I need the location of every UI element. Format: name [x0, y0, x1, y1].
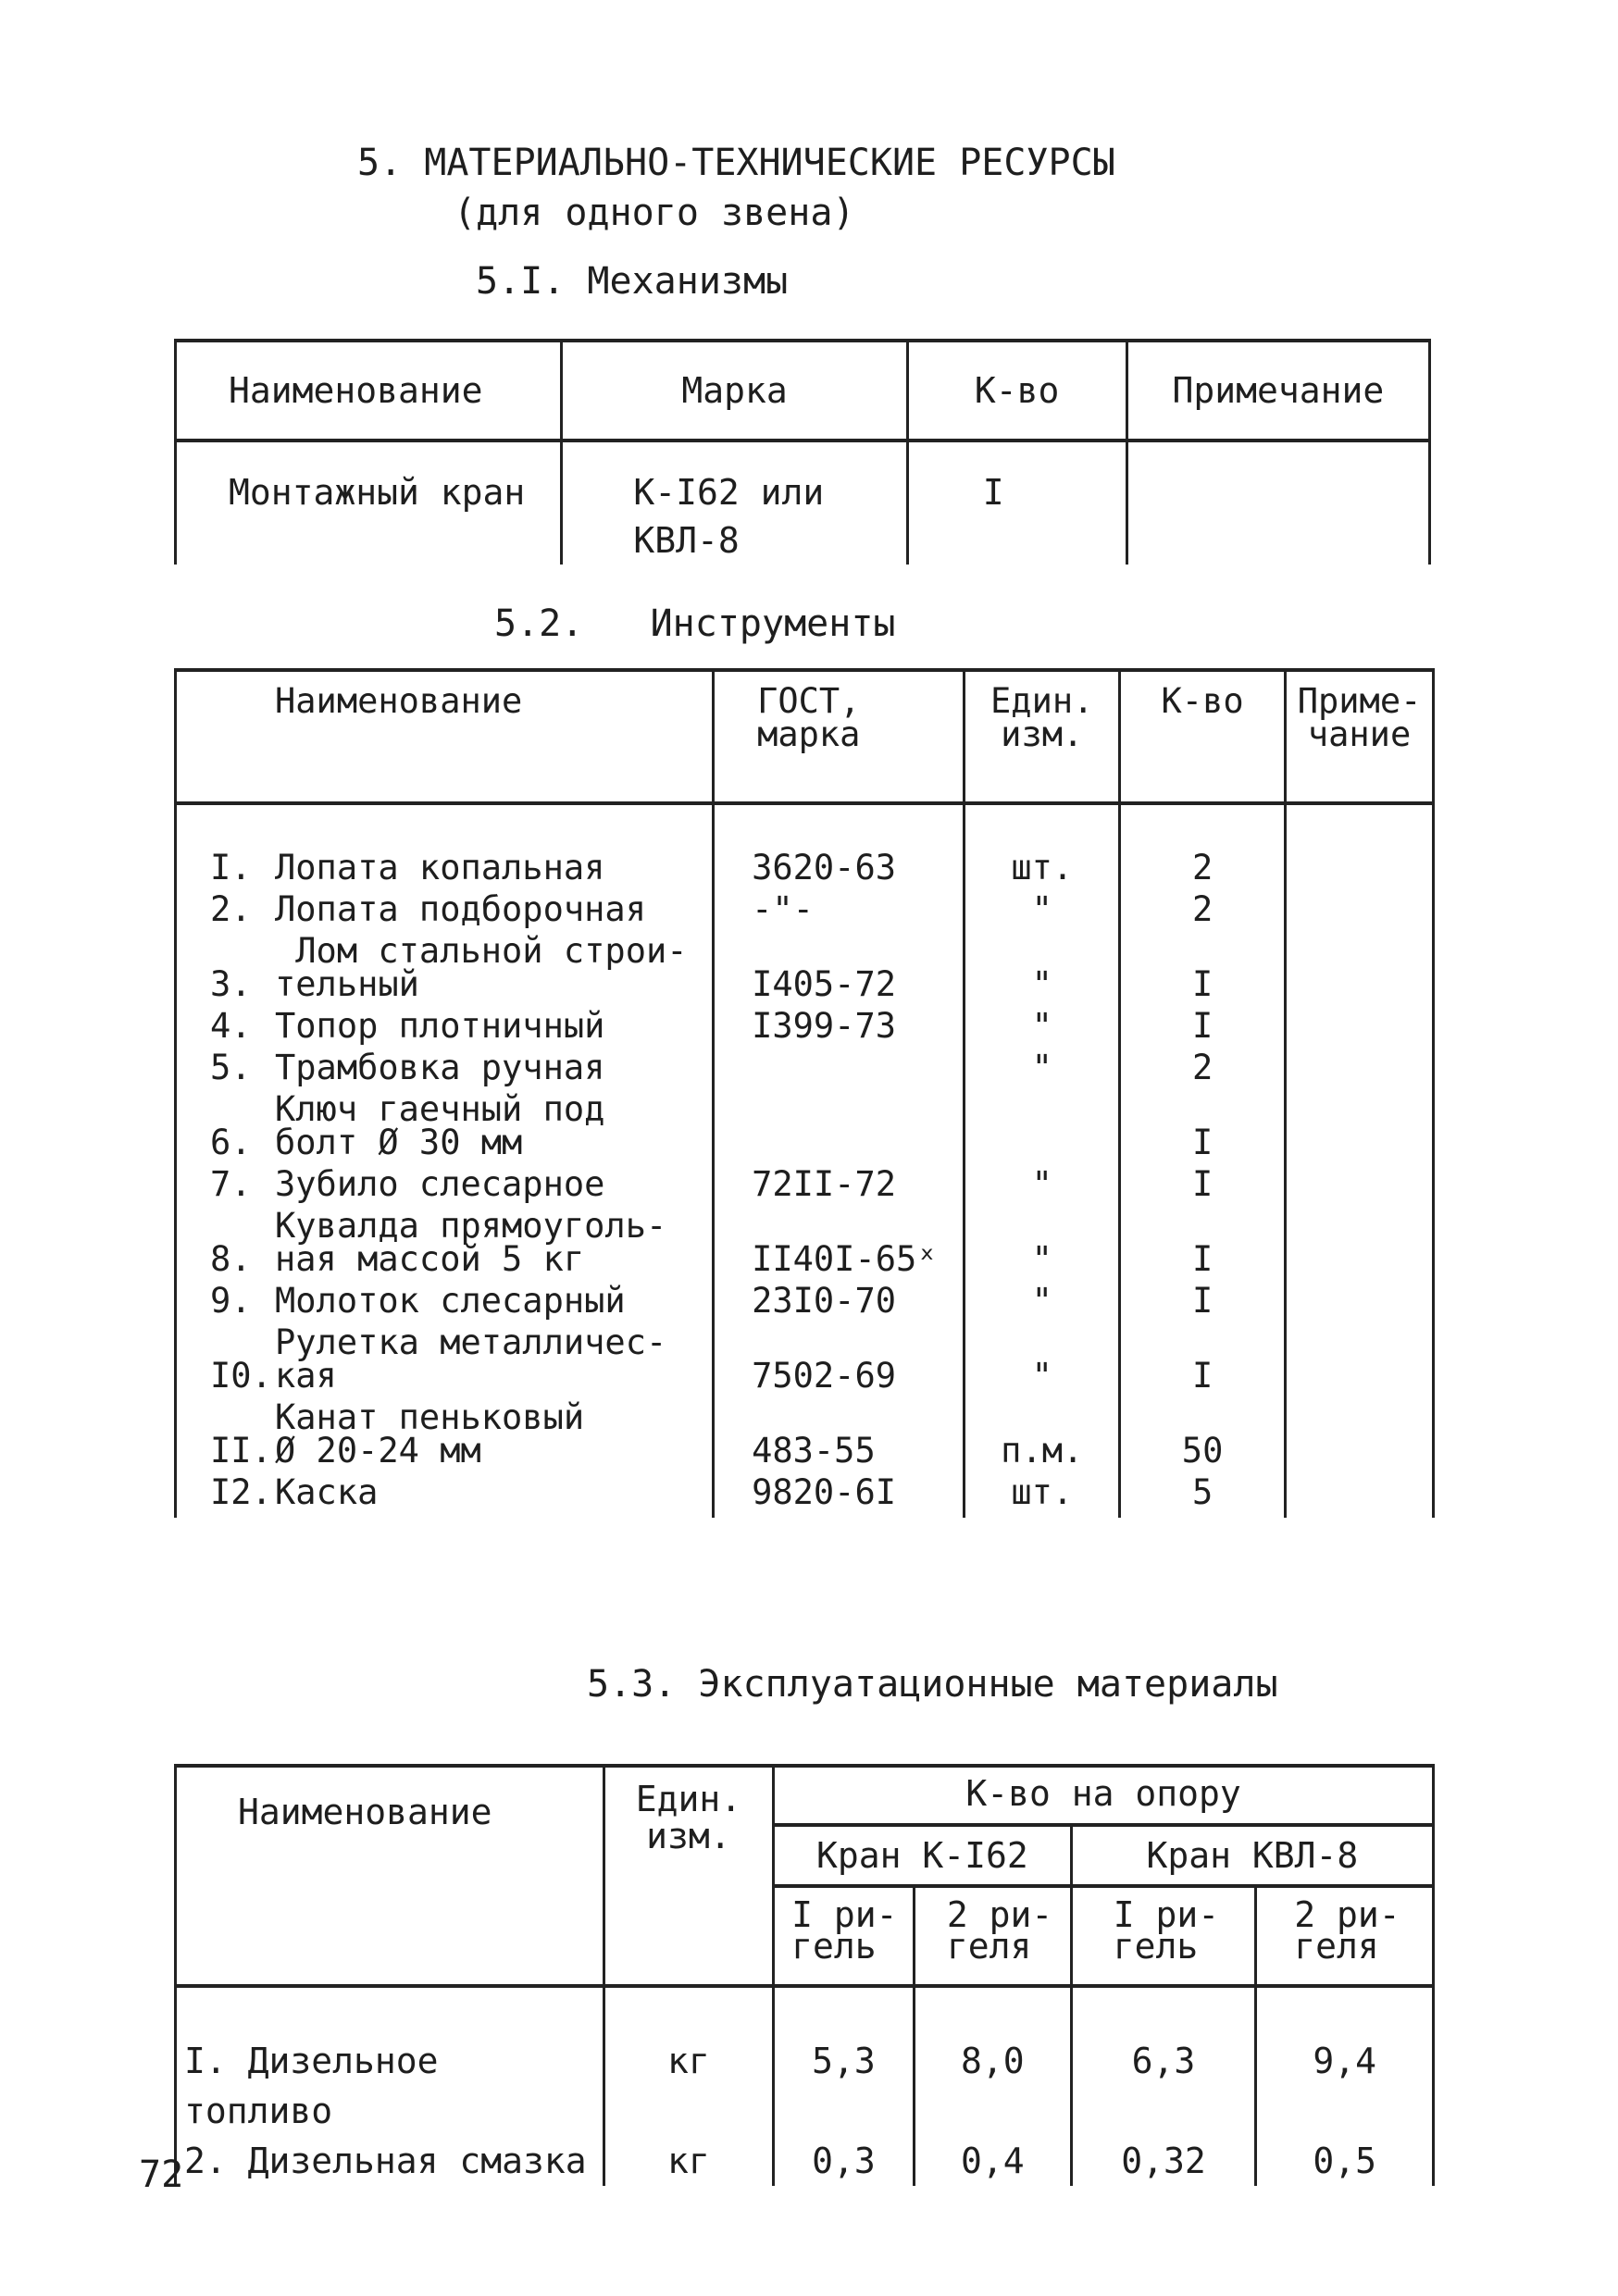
cell-unit: п.м.	[965, 1401, 1120, 1476]
cell-qty: I	[1120, 935, 1286, 1010]
cell-gost: 3620-63	[714, 803, 965, 893]
header-note: Примечание	[1126, 341, 1429, 441]
cell-name	[176, 1206, 714, 1285]
header-name: Наименование	[176, 341, 562, 441]
cell-name	[176, 1397, 714, 1476]
table-row	[176, 1168, 1434, 1210]
cell-unit: шт.	[965, 803, 1120, 893]
tool-name: Молоток слесарный	[275, 1281, 626, 1321]
row-number: 2.	[210, 889, 252, 929]
header-unit: Един. изм.	[604, 1766, 773, 1986]
header-name: Наименование	[176, 670, 714, 803]
cell-qty: 2	[1120, 803, 1286, 893]
cell-note	[1286, 1326, 1434, 1401]
cell-gost: 7502-69	[714, 1326, 965, 1401]
cell-gost	[714, 1093, 965, 1168]
row-number: II.	[210, 1431, 272, 1471]
cell-unit: "	[965, 1210, 1120, 1285]
cell-note	[1286, 1051, 1434, 1093]
cell-gost: I405-72	[714, 935, 965, 1010]
cell-qty: 5	[1120, 1476, 1286, 1518]
cell-qty: I	[1120, 1285, 1286, 1326]
row-number: I0.	[210, 1356, 272, 1396]
header-sub-3: I ри- гель	[1071, 1886, 1256, 1986]
table-row	[176, 1476, 1434, 1518]
cell-qty: I	[1120, 1093, 1286, 1168]
table-row	[176, 1326, 1434, 1401]
tool-name: Лопата копальная	[275, 848, 605, 887]
table-row	[176, 1285, 1434, 1326]
cell-mark: К-I62 или КВЛ-8	[562, 441, 907, 565]
cell-gost: I399-73	[714, 1010, 965, 1051]
tool-name: Топор плотничный	[275, 1006, 605, 1046]
header-note: Приме- чание	[1286, 670, 1434, 803]
table-row	[176, 935, 1434, 1010]
tool-name: Лом стальной строи- тельный	[275, 931, 688, 1004]
cell-unit: "	[965, 935, 1120, 1010]
cell-value: 9,4	[1256, 1986, 1434, 2136]
row-number: 7.	[210, 1164, 252, 1204]
row-number: 4.	[210, 1006, 252, 1046]
cell-note	[1286, 1210, 1434, 1285]
cell-note	[1286, 1168, 1434, 1210]
table-row	[176, 1210, 1434, 1285]
cell-value: 0,4	[914, 2136, 1071, 2186]
mechanisms-title: 5.I. Механизмы	[476, 260, 789, 303]
cell-unit	[965, 1093, 1120, 1168]
tool-name: Рулетка металличес- кая	[275, 1322, 667, 1396]
table-row	[176, 1010, 1434, 1051]
tool-name: Кувалда прямоуголь- ная массой 5 кг	[275, 1206, 667, 1279]
cell-qty: I	[1120, 1010, 1286, 1051]
tool-name: Канат пеньковый Ø 20-24 мм	[275, 1397, 585, 1471]
cell-value: 8,0	[914, 1986, 1071, 2136]
table-row	[176, 1093, 1434, 1168]
cell-name	[176, 1164, 714, 1210]
cell-unit: "	[965, 1051, 1120, 1093]
cell-gost: -"-	[714, 893, 965, 935]
header-mark: Марка	[562, 341, 907, 441]
cell-name: I. Дизельное топливо	[176, 1986, 604, 2136]
cell-unit: "	[965, 1010, 1120, 1051]
cell-gost: 483-55	[714, 1401, 965, 1476]
cell-qty: 50	[1120, 1401, 1286, 1476]
cell-unit: "	[965, 1326, 1120, 1401]
header-name: Наименование	[176, 1766, 604, 1986]
tools-table	[174, 668, 1435, 1518]
tool-name: Зубило слесарное	[275, 1164, 605, 1204]
cell-qty: I	[1120, 1168, 1286, 1210]
section-title: 5. МАТЕРИАЛЬНО-ТЕХНИЧЕСКИЕ РЕСУРСЫ	[357, 142, 1115, 184]
cell-qty: I	[907, 441, 1126, 565]
row-number: I2.	[210, 1472, 272, 1512]
header-crane-k162: Кран К-I62	[774, 1825, 1072, 1886]
cell-unit: "	[965, 1285, 1120, 1326]
cell-note	[1286, 803, 1434, 893]
cell-value: 0,3	[774, 2136, 915, 2186]
tool-name: Трамбовка ручная	[275, 1048, 605, 1087]
cell-name	[176, 803, 714, 893]
cell-name	[176, 1472, 714, 1518]
page-number: 72	[139, 2153, 184, 2196]
cell-qty: 2	[1120, 893, 1286, 935]
header-qty: К-во	[907, 341, 1126, 441]
cell-qty: I	[1120, 1210, 1286, 1285]
cell-value: 6,3	[1071, 1986, 1256, 2136]
table-row	[176, 893, 1434, 935]
table-row	[176, 1401, 1434, 1476]
cell-name	[176, 1281, 714, 1326]
cell-gost: 9820-6I	[714, 1476, 965, 1518]
cell-unit: "	[965, 893, 1120, 935]
cell-gost	[714, 1051, 965, 1093]
cell-value: 5,3	[774, 1986, 915, 2136]
tool-name: Ключ гаечный под болт Ø 30 мм	[275, 1089, 605, 1162]
header-qty: К-во	[1120, 670, 1286, 803]
cell-gost: II40I-65ˣ	[714, 1210, 965, 1285]
cell-unit: шт.	[965, 1476, 1120, 1518]
cell-name: 2. Дизельная смазка	[176, 2136, 604, 2186]
cell-unit: "	[965, 1168, 1120, 1210]
cell-note	[1286, 893, 1434, 935]
table-row	[176, 1986, 1434, 2136]
cell-gost: 72II-72	[714, 1168, 965, 1210]
cell-name	[176, 1048, 714, 1093]
row-number: 5.	[210, 1048, 252, 1087]
cell-unit: кг	[604, 2136, 773, 2186]
header-gost: ГОСТ, марка	[714, 670, 965, 803]
row-number: 6.	[210, 1123, 252, 1162]
materials-table	[174, 1764, 1435, 2186]
row-number: 3.	[210, 964, 252, 1004]
cell-value: 0,32	[1071, 2136, 1256, 2186]
cell-note	[1286, 1476, 1434, 1518]
header-sub-2: 2 ри- геля	[914, 1886, 1071, 1986]
header-unit: Един. изм.	[965, 670, 1120, 803]
cell-name	[176, 1089, 714, 1168]
cell-note	[1286, 1401, 1434, 1476]
tool-name: Лопата подборочная	[275, 889, 646, 929]
header-sub-4: 2 ри- геля	[1256, 1886, 1434, 1986]
row-number: I.	[210, 848, 252, 887]
cell-note	[1286, 1285, 1434, 1326]
cell-note	[1126, 441, 1429, 565]
table-row	[176, 1051, 1434, 1093]
cell-unit: кг	[604, 1986, 773, 2136]
row-number: 9.	[210, 1281, 252, 1321]
materials-title: 5.3. Эксплуатационные материалы	[587, 1663, 1278, 1706]
cell-value: 0,5	[1256, 2136, 1434, 2186]
cell-note	[1286, 935, 1434, 1010]
table-row	[176, 2136, 1434, 2186]
table-row	[176, 441, 1430, 565]
header-qty-group: К-во на опору	[774, 1766, 1434, 1825]
cell-note	[1286, 1010, 1434, 1051]
cell-qty: I	[1120, 1326, 1286, 1401]
row-number: 8.	[210, 1239, 252, 1279]
header-crane-kvl8: Кран КВЛ-8	[1071, 1825, 1433, 1886]
mechanisms-table	[174, 339, 1431, 565]
cell-name: Монтажный кран	[176, 441, 562, 565]
table-row	[176, 803, 1434, 893]
cell-note	[1286, 1093, 1434, 1168]
section-subtitle: (для одного звена)	[454, 192, 855, 234]
header-sub-1: I ри- гель	[774, 1886, 915, 1986]
tool-name: Каска	[275, 1472, 379, 1512]
cell-qty: 2	[1120, 1051, 1286, 1093]
cell-gost: 23I0-70	[714, 1285, 965, 1326]
cell-name	[176, 1322, 714, 1401]
tools-title: 5.2. Инструменты	[494, 602, 896, 645]
cell-name	[176, 931, 714, 1010]
cell-name	[176, 1006, 714, 1051]
cell-name	[176, 889, 714, 935]
